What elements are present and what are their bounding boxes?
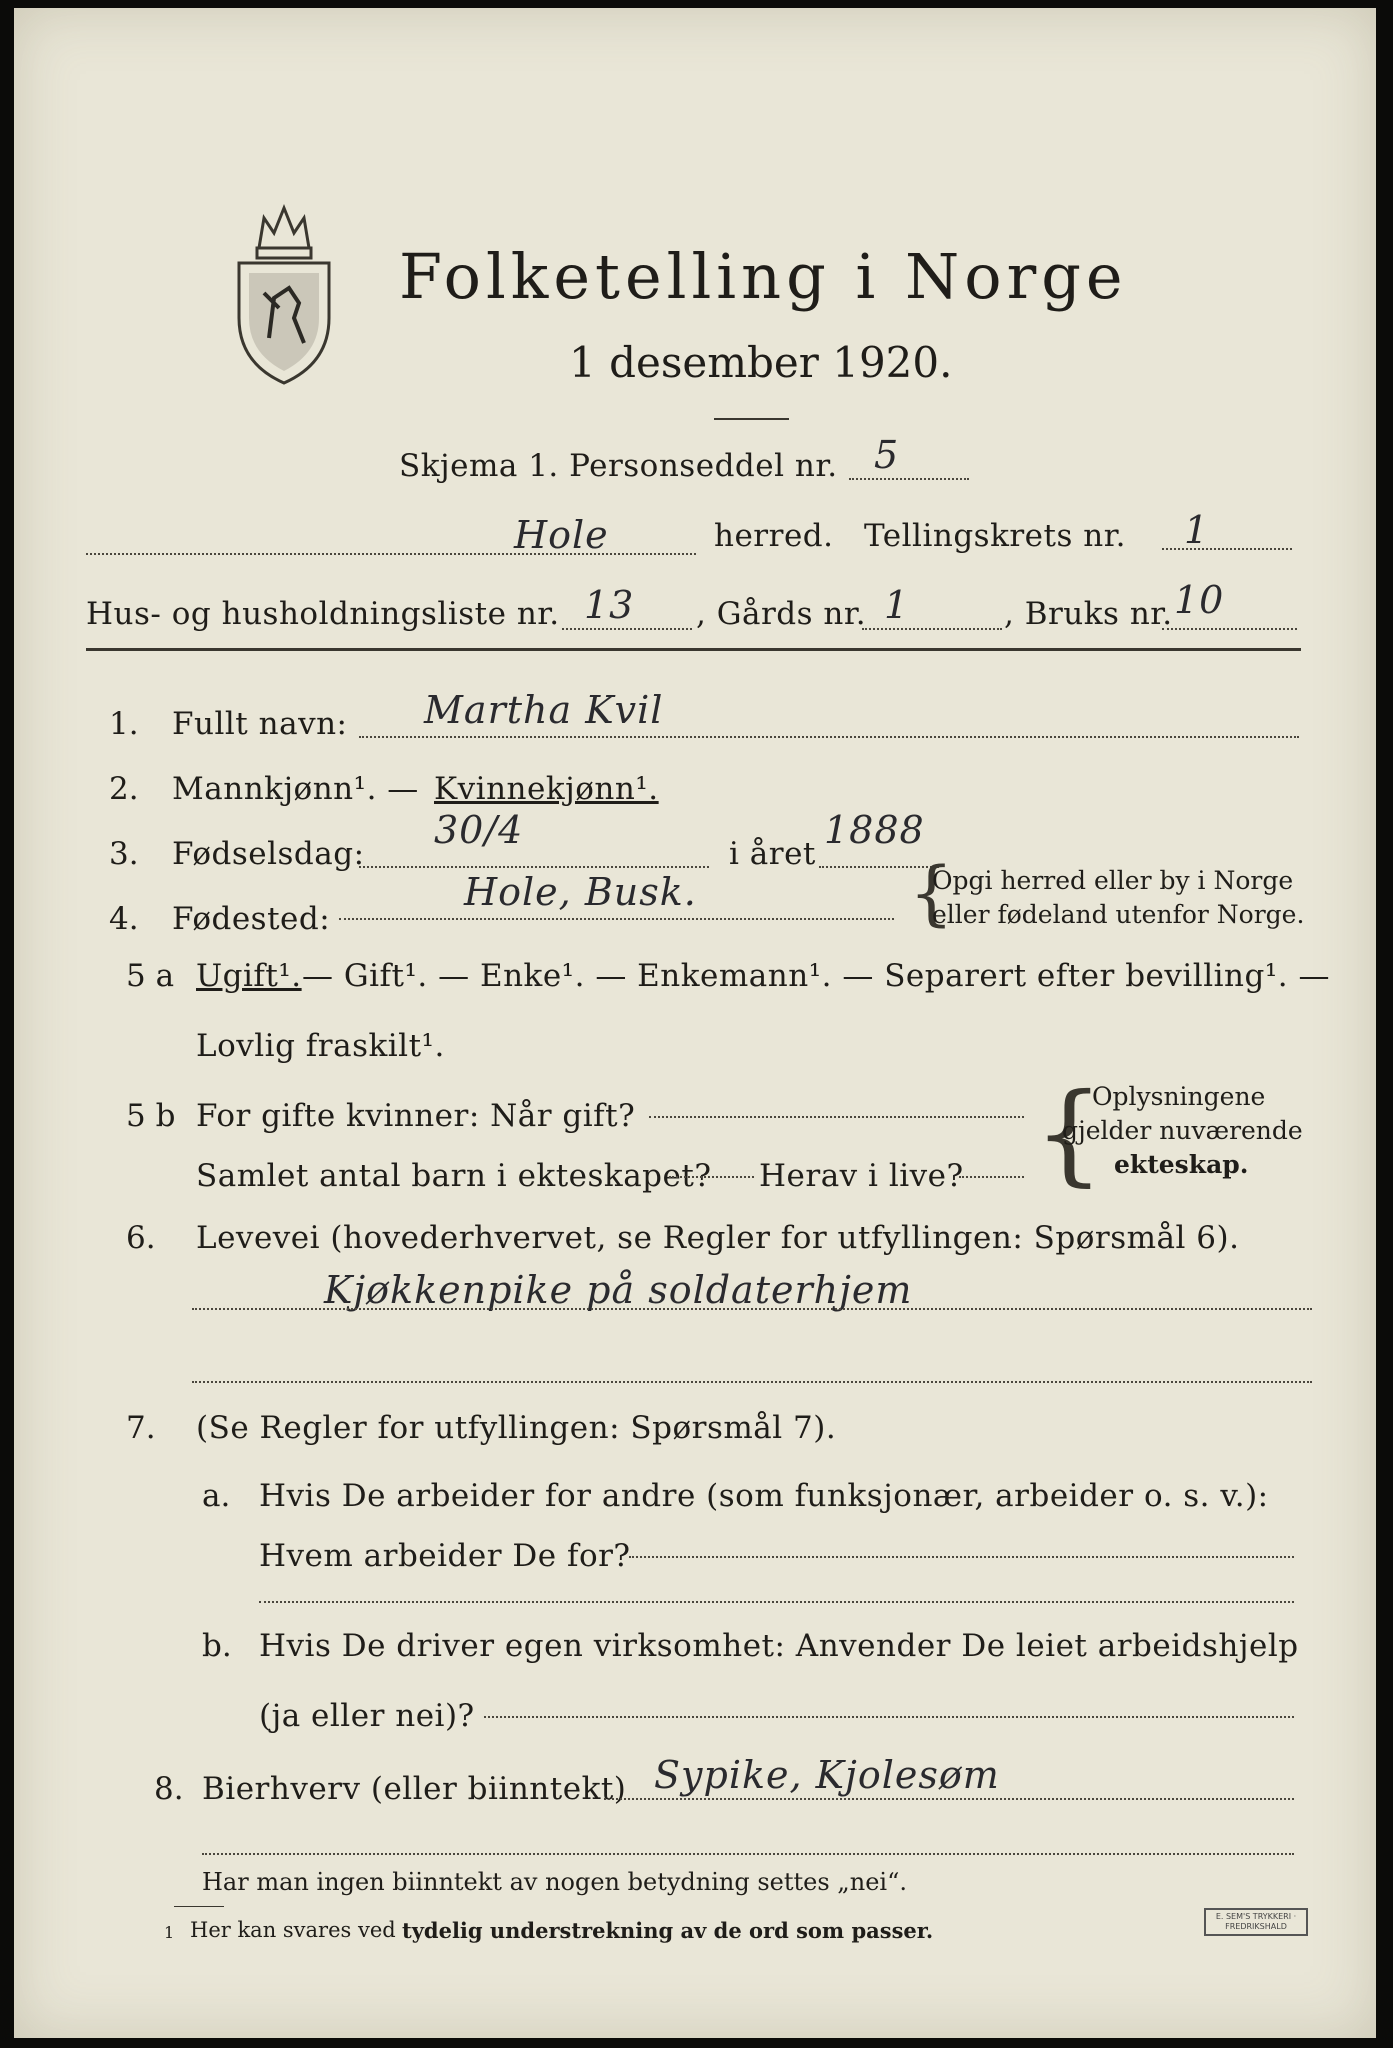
- q6-occupation-value[interactable]: Kjøkkenpike på soldaterhjem: [324, 1268, 913, 1312]
- tellingskrets-label: Tellingskrets nr.: [864, 518, 1126, 554]
- q5a-other-options[interactable]: — Gift¹. — Enke¹. — Enkemann¹. — Separert efter bevilling¹. —: [302, 958, 1330, 994]
- skjema-label: Skjema 1. Personseddel nr.: [399, 448, 838, 484]
- hus-label: Hus- og husholdningsliste nr.: [86, 596, 560, 632]
- q5b-line1-label: For gifte kvinner: Når gift?: [196, 1098, 636, 1134]
- herred-label: herred.: [714, 518, 834, 554]
- q3-birthday-field: [359, 866, 709, 868]
- q5a-lovlig-fraskilt[interactable]: Lovlig fraskilt¹.: [196, 1028, 445, 1064]
- q4-birthplace-field: [339, 918, 894, 920]
- q3-year-value[interactable]: 1888: [824, 808, 925, 852]
- personseddel-nr-field: [849, 478, 969, 480]
- q7-number: 7.: [126, 1410, 156, 1446]
- q2-number: 2.: [109, 771, 139, 807]
- no-income-note: Har man ingen biinntekt av nogen betydning settes „nei“.: [202, 1868, 907, 1896]
- q8-label: Bierhverv (eller biinntekt): [202, 1771, 627, 1807]
- q5a-number: 5 a: [126, 958, 175, 994]
- q1-full-name-value[interactable]: Martha Kvil: [424, 688, 664, 732]
- footnote-rule: [174, 1906, 224, 1907]
- bruks-label: , Bruks nr.: [1004, 596, 1173, 632]
- bruks-nr-value[interactable]: 10: [1174, 578, 1225, 622]
- gards-nr-value[interactable]: 1: [884, 583, 910, 627]
- q5b-alive-field[interactable]: [959, 1176, 1024, 1178]
- q4-brace: {: [909, 852, 954, 934]
- q1-full-name-field: [359, 736, 1299, 738]
- q7a-line1: Hvis De arbeider for andre (som funksjonær, arbeider o. s. v.):: [259, 1478, 1269, 1514]
- q5b-children-field[interactable]: [669, 1176, 754, 1178]
- q7a-employer-field[interactable]: [629, 1556, 1294, 1558]
- q3-number: 3.: [109, 836, 139, 872]
- q4-number: 4.: [109, 901, 139, 937]
- q5b-note-line3: ekteskap.: [1114, 1150, 1249, 1179]
- q7a-employer-field-2[interactable]: [259, 1601, 1294, 1603]
- q1-label: Fullt navn:: [172, 706, 348, 742]
- q7a-line2-label: Hvem arbeider De for?: [259, 1538, 631, 1574]
- form-title: Folketelling i Norge: [399, 240, 1128, 313]
- q6-label: Levevei (hovederhvervet, se Regler for utfyllingen: Spørsmål 6).: [196, 1220, 1240, 1256]
- q6-number: 6.: [126, 1220, 156, 1256]
- q7b-line2-label: (ja eller nei)?: [259, 1698, 475, 1734]
- q6-occupation-field-2[interactable]: [192, 1381, 1312, 1383]
- q6-occupation-field: [192, 1308, 1312, 1310]
- q2-male-label[interactable]: Mannkjønn¹. —: [172, 771, 419, 807]
- printer-stamp: E. SEM'S TRYKKERI · FREDRIKSHALD: [1204, 1908, 1308, 1936]
- footnote-text: Her kan svares ved: [190, 1918, 396, 1942]
- hus-nr-value[interactable]: 13: [584, 583, 635, 627]
- census-form-sheet: [14, 8, 1376, 2038]
- q7b-line1: Hvis De driver egen virksomhet: Anvender De leiet arbeidshjelp: [259, 1628, 1299, 1664]
- q4-note-line2: eller fødeland utenfor Norge.: [932, 900, 1305, 929]
- q7b-hired-help-field[interactable]: [484, 1716, 1294, 1718]
- q8-side-income-field: [604, 1798, 1294, 1800]
- coat-of-arms-icon: [229, 188, 339, 388]
- gards-label: , Gårds nr.: [696, 596, 867, 632]
- q7b-letter: b.: [202, 1628, 232, 1664]
- q4-birthplace-value[interactable]: Hole, Busk.: [464, 870, 697, 914]
- footnote-bold-text: tydelig understrekning av de ord som passer.: [402, 1918, 934, 1943]
- q8-side-income-value[interactable]: Sypike, Kjolesøm: [654, 1753, 1000, 1797]
- hus-nr-field: [562, 628, 692, 630]
- q3-birthday-value[interactable]: 30/4: [434, 808, 524, 852]
- q5b-note-line2: gjelder nuværende: [1062, 1116, 1303, 1145]
- q5b-brace: {: [1034, 1069, 1104, 1197]
- tellingskrets-nr-field: [1162, 548, 1292, 550]
- herred-value[interactable]: Hole: [514, 513, 609, 557]
- personseddel-nr-value[interactable]: 5: [874, 433, 900, 477]
- q7a-letter: a.: [202, 1478, 231, 1514]
- q5b-number: 5 b: [126, 1098, 176, 1134]
- q3-label: Fødselsdag:: [172, 836, 365, 872]
- q5a-ugift-option[interactable]: Ugift¹.: [196, 958, 302, 994]
- gards-nr-field: [862, 628, 1002, 630]
- q5b-line2-label: Samlet antal barn i ekteskapet?: [196, 1158, 712, 1194]
- q4-label: Fødested:: [172, 901, 331, 937]
- q7-label: (Se Regler for utfyllingen: Spørsmål 7).: [196, 1410, 837, 1446]
- header-rule: [86, 648, 1301, 651]
- q8-number: 8.: [154, 1771, 184, 1807]
- q3-year-label: i året: [729, 836, 816, 872]
- footnote-mark: 1: [164, 1923, 175, 1942]
- q5b-when-married-field[interactable]: [649, 1116, 1024, 1118]
- q8-side-income-field-2[interactable]: [202, 1853, 1294, 1855]
- bruks-nr-field: [1162, 628, 1297, 630]
- q1-number: 1.: [109, 706, 139, 742]
- form-date: 1 desember 1920.: [569, 338, 953, 387]
- title-divider: [714, 418, 789, 420]
- q5b-alive-label: Herav i live?: [759, 1158, 964, 1194]
- q5b-note-line1: Oplysningene: [1092, 1082, 1266, 1111]
- q4-note-line1: Opgi herred eller by i Norge: [932, 866, 1294, 895]
- tellingskrets-nr-value[interactable]: 1: [1184, 508, 1210, 552]
- q2-female-label[interactable]: Kvinnekjønn¹.: [434, 771, 659, 807]
